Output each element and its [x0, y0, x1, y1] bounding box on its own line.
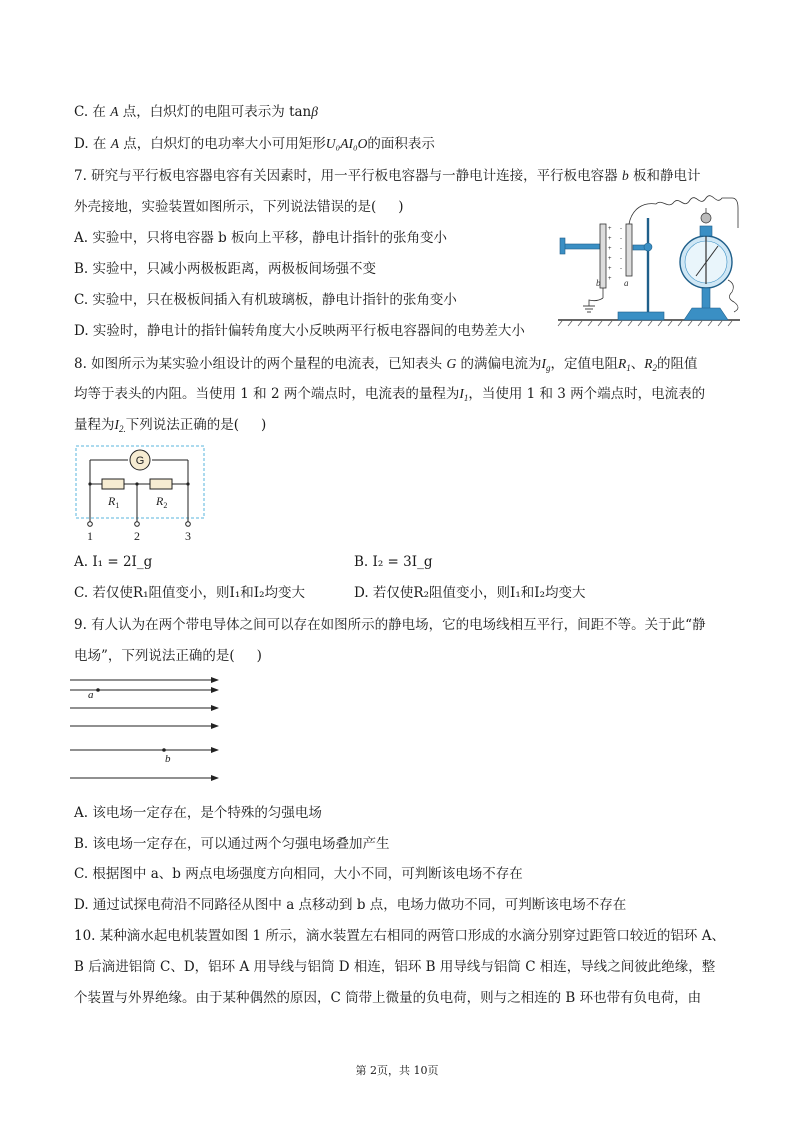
r2-label: R — [156, 494, 164, 508]
q6-option-d — [74, 134, 435, 154]
answer-paren-close: ) — [261, 417, 267, 433]
resistor-r1-sub: 1 — [626, 363, 631, 373]
r1-sub: 1 — [115, 501, 120, 510]
current-ig: I — [541, 356, 547, 371]
q7-stem-line-2 — [74, 197, 404, 217]
svg-text:+: + — [608, 266, 612, 272]
svg-text:-: - — [620, 226, 622, 232]
q8-stem-text-3a: 量程为 — [74, 417, 115, 433]
current-i1: I — [459, 386, 464, 401]
q8-stem-text-2b: ，当使用 1 和 3 两个端点时，电流表的 — [468, 386, 706, 402]
svg-text:-: - — [620, 236, 622, 242]
resistor-r1: R — [618, 356, 627, 371]
q8-option-c: C. 若仅使R₁阻值变小，则I₁和I₂均变大 — [74, 585, 305, 601]
q8-stem-text-c: ，定值电阻 — [550, 356, 619, 372]
q10-line-1: 10. 某种滴水起电机装置如图 1 所示，滴水装置左右相同的两管口形成的水滴分别穿过距管口较近的铝环 A、 — [74, 928, 725, 944]
point-b-label: b — [165, 753, 171, 765]
q6-d-prefix: D. 在 — [74, 136, 111, 152]
svg-text:-: - — [620, 256, 622, 262]
r2-sub: 2 — [163, 501, 168, 510]
galvanometer-label: G — [135, 455, 145, 467]
svg-text:+: + — [608, 236, 612, 242]
svg-text:-: - — [620, 246, 622, 252]
svg-text:R1 — [107, 494, 119, 510]
q9-option-c: C. 根据图中 a、b 两点电场强度方向相同，大小不同，可判断该电场不存在 — [74, 866, 523, 882]
svg-text:+: + — [608, 226, 612, 232]
current-i1-sub: 1 — [463, 393, 469, 403]
q8-stem-text: 8. 如图所示为某实验小组设计的两个量程的电流表，已知表头 — [74, 356, 447, 372]
q9-stem-text: 电场”，下列说法正确的是( — [74, 648, 235, 664]
q8-stem-text-d: 的阻值 — [657, 356, 698, 372]
q6-d-text: 点，白炽灯的电功率大小可用矩形 — [118, 136, 326, 152]
q8-option-a: A. I₁ = 2I_g — [74, 554, 153, 570]
q7-option-d: D. 实验时，静电计的指针偏转角度大小反映两平行板电容器间的电势差大小 — [74, 323, 525, 339]
q8-option-b: B. I₂ = 3I_g — [354, 554, 433, 570]
q7-stem-text-b: 板和静电计 — [628, 168, 701, 184]
point-a-marker — [96, 688, 100, 692]
q7-option-c: C. 实验中，只在极板间插入有机玻璃板，静电计指针的张角变小 — [74, 292, 457, 308]
current-ig-sub: g — [546, 363, 551, 373]
page-footer: 第 2页，共 10页 — [355, 1064, 439, 1077]
q7-stem-text-2: 外壳接地，实验装置如图所示，下列说法错误的是( — [74, 199, 377, 215]
svg-text:R2 — [155, 494, 167, 510]
resistor-r1-symbol — [102, 479, 124, 489]
q8-stem-text-2a: 均等于表头的内阻。当使用 1 和 2 两个端点时，电流表的量程为 — [74, 386, 460, 402]
q8-stem-text-3b: 下列说法正确的是( — [125, 417, 240, 433]
resistor-r2: R — [644, 356, 653, 371]
q8-stem-text-b: 的满偏电流为 — [456, 356, 542, 372]
svg-text:+: + — [608, 256, 612, 262]
svg-text:+: + — [608, 246, 612, 252]
q9-stem-line-2 — [74, 646, 262, 666]
q7-stem-text: 7. 研究与平行板电容器电容有关因素时，用一平行板电容器与一静电计连接，平行板电容器 — [74, 168, 622, 184]
q7-option-b: B. 实验中，只减小两极板距离，两极板间场强不变 — [74, 261, 377, 277]
point-a: A — [110, 136, 119, 151]
q6-d-suffix: 的面积表示 — [367, 136, 435, 152]
plate-a-label: a — [624, 278, 629, 288]
q8-stem-line-2 — [74, 384, 705, 408]
terminal-1: 1 — [87, 529, 93, 543]
answer-paren-close: ) — [256, 648, 262, 664]
q6-option-c — [74, 102, 318, 122]
meter-g: G — [446, 356, 457, 371]
current-i2: I — [114, 417, 119, 432]
terminal-2: 2 — [134, 529, 140, 543]
svg-text:-: - — [620, 266, 622, 272]
beta-symbol: β — [311, 104, 318, 119]
plate-b-label: b — [596, 278, 601, 288]
q7-option-a: A. 实验中，只将电容器 b 板向上平移，静电计指针的张角变小 — [74, 230, 448, 246]
current-i2-sub: 2. — [119, 424, 126, 434]
point-a-label: a — [88, 689, 94, 701]
q9-option-a: A. 该电场一定存在，是个特殊的匀强电场 — [74, 805, 322, 821]
separator: 、 — [630, 356, 645, 372]
q10-line-2: B 后滴进铝筒 C、D，铝环 A 用导线与铝筒 D 相连，铝环 B 用导线与铝筒 C 相连，导线之间彼此绝缘，整 — [74, 959, 716, 975]
point-a: A — [110, 104, 119, 119]
svg-text:+: + — [608, 276, 612, 282]
q8-circuit-figure — [70, 444, 210, 544]
q10-line-3: 个装置与外界绝缘。由于某种偶然的原因，C 筒带上微量的负电荷，则与之相连的 B 环也带有负电荷，由 — [74, 990, 702, 1006]
q8-option-d: D. 若仅使R₂阻值变小，则I₁和I₂均变大 — [354, 585, 586, 601]
plate-b: b — [621, 168, 629, 183]
answer-paren-close: ) — [398, 199, 404, 215]
r1-label: R — [108, 494, 116, 508]
q9-stem-line-1: 9. 有人认为在两个带电导体之间可以存在如图所示的静电场，它的电场线相互平行，间距不等。关于此“静 — [74, 617, 706, 633]
q6-c-prefix: C. 在 — [74, 104, 111, 120]
q8-stem-line-3 — [74, 415, 266, 439]
q7-apparatus-figure — [556, 188, 742, 328]
point-b-marker — [162, 748, 166, 752]
q6-c-text: 点，白炽灯的电阻可表示为 tan — [118, 104, 312, 120]
q7-stem-line-1 — [74, 166, 701, 186]
terminal-3: 3 — [185, 529, 191, 543]
q8-stem-line-1 — [74, 354, 698, 378]
q9-field-lines-figure — [68, 668, 228, 790]
rect-label: U₀AI₀O — [325, 136, 368, 151]
q9-option-b: B. 该电场一定存在，可以通过两个匀强电场叠加产生 — [74, 836, 390, 852]
resistor-r2-sub: 2 — [652, 363, 658, 373]
resistor-r2-symbol — [150, 479, 172, 489]
q9-option-d: D. 通过试探电荷沿不同路径从图中 a 点移动到 b 点，电场力做功不同，可判断该电场不存在 — [74, 897, 627, 913]
